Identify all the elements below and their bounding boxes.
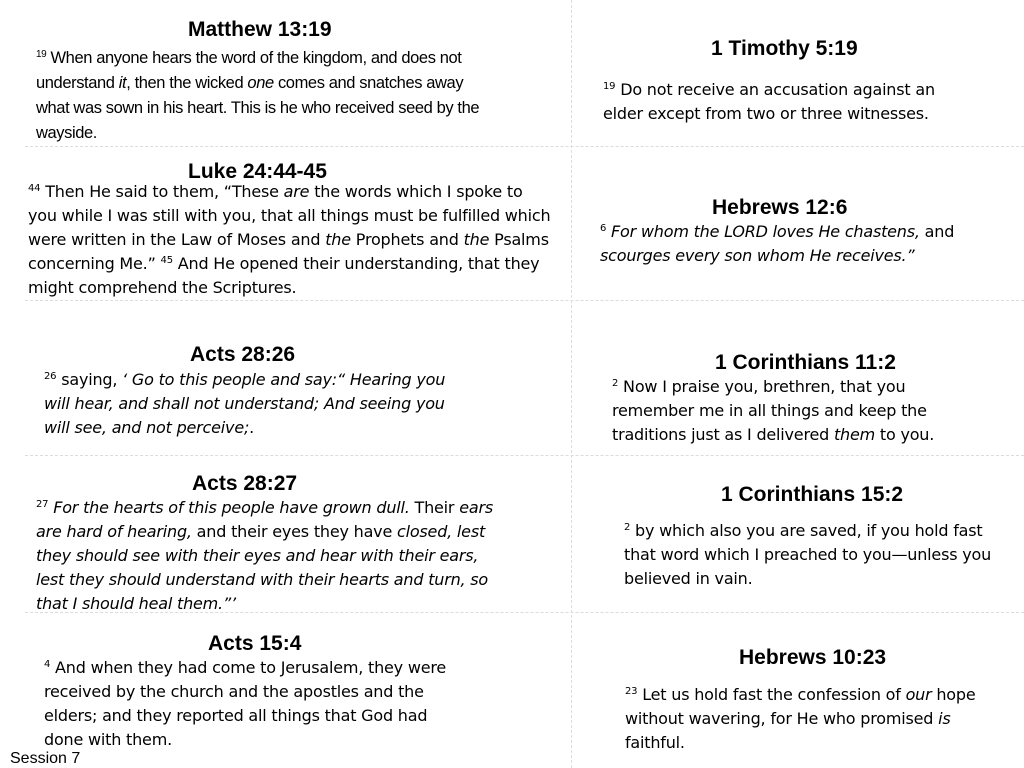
verse-text: $^2$ Now I praise you, brethren, that you remember me in all things and keep the traditions just as I delivered them to you. xyxy=(612,377,935,444)
verse-reference: 1 Corinthians 15:2 xyxy=(721,483,904,506)
verse-number: 19 xyxy=(603,81,616,92)
verse-reference: Acts 15:4 xyxy=(208,632,302,655)
row-divider xyxy=(25,300,1024,301)
verse-text: $^{27}$ For the hearts of this people have grown dull. Their ears are hard of hearing, and their eyes they have closed, lest they should see with their eyes and hear with their ears, lest they should understand with their hearts and turn, so that I should heal them.”’ xyxy=(36,498,493,611)
verse-number: 6 xyxy=(600,223,607,234)
verse-reference: Acts 28:27 xyxy=(192,472,298,495)
verse-number: 23 xyxy=(625,686,638,697)
verse-reference: 1 Corinthians 11:2 xyxy=(715,351,896,374)
verse-text: $^4$ And when they had come to Jerusalem, they were received by the church and the apostles and the elders; and they reported all things that God had done with them. xyxy=(44,658,447,749)
verse-number: 45 xyxy=(160,255,173,266)
verse-text: $^{19}$ Do not receive an accusation against an elder except from two or three witnesses. xyxy=(603,80,935,123)
column-divider xyxy=(571,0,572,768)
verse-text: $^{44}$ Then He said to them, “These are the words which I spoke to you while I was still with you, that all things must be fulfilled which were written in the Law of Moses and the Prophets and the Psalms concerning Me.” $^{45}$ And He opened their understanding, that they might comprehend the Scriptures. xyxy=(28,182,551,297)
verse-reference: Matthew 13:19 xyxy=(188,18,332,41)
verse-number: 2 xyxy=(624,522,631,533)
verse-number: 27 xyxy=(36,499,49,510)
verse-reference: Hebrews 12:6 xyxy=(712,196,848,219)
verse-reference: Hebrews 10:23 xyxy=(739,646,887,669)
verse-reference: 1 Timothy 5:19 xyxy=(711,37,858,60)
verse-text: $^{19}$ When anyone hears the word of the kingdom, and does not understand it, then the wicked one comes and snatches away what was sown in his heart. This is he who received seed by the wayside. xyxy=(36,49,480,142)
verse-text: $^6$ For whom the LORD loves He chastens, and scourges every son whom He receives.” xyxy=(600,222,955,265)
verse-reference: Luke 24:44-45 xyxy=(188,160,327,183)
verse-text: $^2$ by which also you are saved, if you hold fast that word which I preached to you—unless you believed in vain. xyxy=(624,521,992,588)
row-divider xyxy=(25,455,1024,456)
verse-number: 4 xyxy=(44,659,51,670)
session-label: Session 7 xyxy=(10,750,81,767)
verse-text: $^{23}$ Let us hold fast the confession of our hope without wavering, for He who promised is faithful. xyxy=(625,685,976,752)
verse-number: 2 xyxy=(612,378,619,389)
verse-number: 26 xyxy=(44,371,57,382)
row-divider xyxy=(25,146,1024,147)
verse-number: 44 xyxy=(28,183,41,194)
verse-text: $^{26}$ saying, ‘ Go to this people and say:“ Hearing you will hear, and shall not understand; And seeing you will see, and not perceive;. xyxy=(44,370,446,437)
row-divider xyxy=(25,612,1024,613)
verse-number: 19 xyxy=(36,49,47,60)
verse-reference: Acts 28:26 xyxy=(190,343,296,366)
